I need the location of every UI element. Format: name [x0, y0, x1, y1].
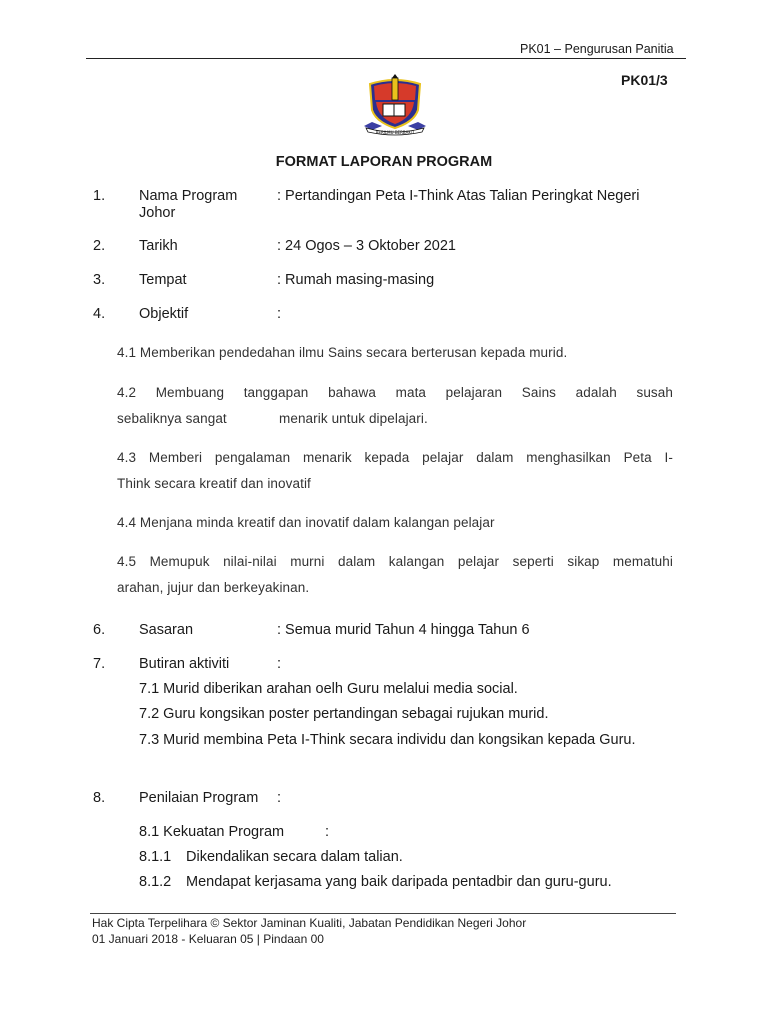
sub-section-label: 8.1 Kekuatan Program — [139, 824, 285, 840]
objective-text: 4.3 Memberi pengalaman menarik kepada pelajar dalam menghasilkan Peta I- — [117, 450, 673, 465]
objective-4-1: 4.1 Memberikan pendedahan ilmu Sains secara berterusan kepada murid. — [117, 345, 568, 360]
item-label: Objektif — [139, 306, 189, 322]
item-number: 1. — [93, 188, 106, 204]
item-number: 2. — [93, 238, 106, 254]
header-divider — [86, 58, 686, 59]
item-label: Penilaian Program — [139, 790, 259, 806]
logo-motto: BERILMU BERBAKTI — [375, 130, 415, 135]
objective-4-2-line1 — [117, 385, 673, 400]
item-value: : — [277, 306, 282, 322]
school-crest-logo — [358, 74, 432, 138]
footer-copyright: Hak Cipta Terpelihara © Sektor Jaminan Kualiti, Jabatan Pendidikan Negeri Johor — [92, 916, 527, 930]
header-reference: PK01 – Pengurusan Panitia — [520, 42, 674, 56]
objective-text: 4.5 Memupuk nilai-nilai murni dalam kalangan pelajar seperti sikap mematuhi — [117, 554, 673, 569]
item-number: 6. — [93, 622, 106, 638]
objective-4-3-line2: Think secara kreatif dan inovatif — [117, 476, 311, 491]
point-text: Dikendalikan secara dalam talian. — [186, 849, 403, 865]
item-label: Tempat — [139, 272, 187, 288]
item-number: 4. — [93, 306, 106, 322]
activity-line: 7.3 Murid membina Peta I-Think secara individu dan kongsikan kepada Guru. — [139, 732, 636, 748]
item-colon: : — [277, 656, 282, 672]
item-value: : Pertandingan Peta I-Think Atas Talian Peringkat Negeri — [277, 188, 640, 204]
sub-section-colon: : — [325, 824, 330, 840]
item-number: 3. — [93, 272, 106, 288]
point-number: 8.1.2 — [139, 874, 172, 890]
objective-4-5-line2: arahan, jujur dan berkeyakinan. — [117, 580, 310, 595]
objective-4-2-line2b: menarik untuk dipelajari. — [279, 411, 428, 426]
item-label: Sasaran — [139, 622, 194, 638]
item-label-continuation: Johor — [139, 205, 176, 221]
item-label: Tarikh — [139, 238, 178, 254]
footer-divider — [90, 913, 676, 914]
objective-4-3-line1 — [117, 450, 673, 465]
objective-4-2-line2a: sebaliknya sangat — [117, 411, 227, 426]
objective-4-5-line1 — [117, 554, 673, 569]
objective-text: 4.2 Membuang tanggapan bahawa mata pelajaran Sains adalah susah — [117, 385, 673, 400]
footer-version: 01 Januari 2018 - Keluaran 05 | Pindaan 00 — [92, 932, 324, 946]
document-code: PK01/3 — [621, 72, 668, 88]
activity-line: 7.2 Guru kongsikan poster pertandingan sebagai rujukan murid. — [139, 706, 549, 722]
item-value: : 24 Ogos – 3 Oktober 2021 — [277, 238, 456, 254]
objective-4-4: 4.4 Menjana minda kreatif dan inovatif dalam kalangan pelajar — [117, 515, 495, 530]
item-number: 8. — [93, 790, 106, 806]
point-number: 8.1.1 — [139, 849, 172, 865]
item-value: : Semua murid Tahun 4 hingga Tahun 6 — [277, 622, 530, 638]
item-label: Nama Program — [139, 188, 238, 204]
point-text: Mendapat kerjasama yang baik daripada pentadbir dan guru-guru. — [186, 874, 612, 890]
page-title: FORMAT LAPORAN PROGRAM — [275, 154, 493, 170]
item-colon: : — [277, 790, 282, 806]
item-value: : Rumah masing-masing — [277, 272, 435, 288]
item-number: 7. — [93, 656, 106, 672]
activity-line: 7.1 Murid diberikan arahan oelh Guru melalui media social. — [139, 681, 518, 697]
item-label: Butiran aktiviti — [139, 656, 230, 672]
